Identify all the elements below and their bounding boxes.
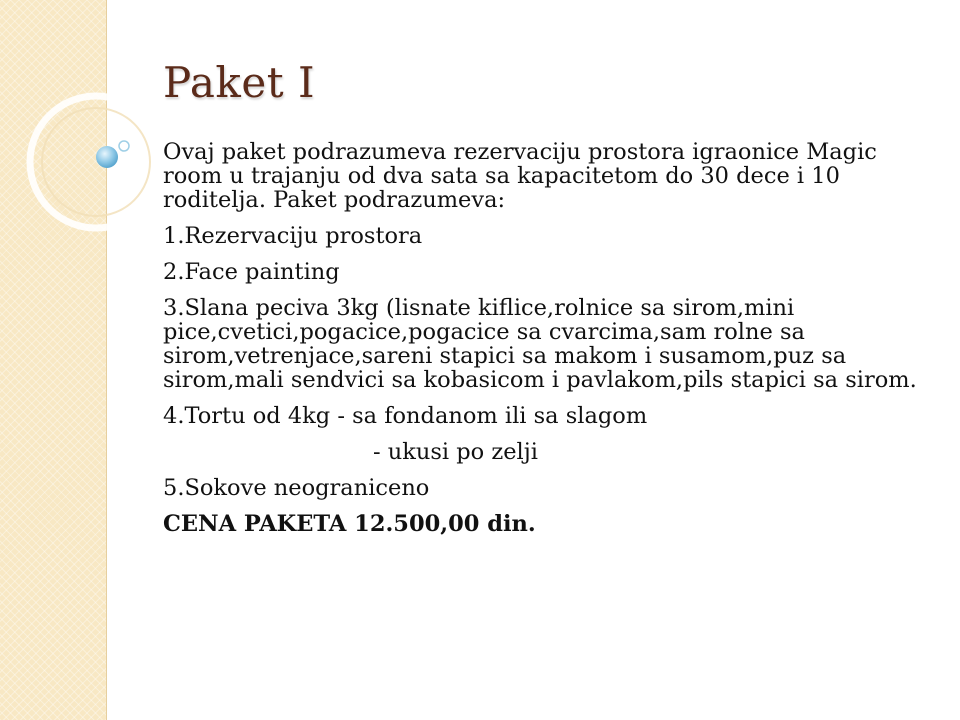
slide-title: Paket I xyxy=(163,58,316,107)
list-item-4-sub: - ukusi po zelji xyxy=(373,439,538,465)
slide-body xyxy=(163,140,923,548)
bullet-dot-icon xyxy=(96,146,118,168)
list-item-3: 3.Slana peciva 3kg (lisnate kiflice,rolnice sa sirom,mini pice,cvetici,pogacice,pogacice sa cvarcima,sam rolne sa sirom,vetrenjace,sareni stapici sa makom i susamom,puz sa sirom,mali sendvici sa kobasicom i pavlakom,pils stapici sa sirom. xyxy=(163,295,917,393)
list-item-2: 2.Face painting xyxy=(163,259,340,285)
intro-paragraph: Ovaj paket podrazumeva rezervaciju prostora igraonice Magic room u trajanju od dva sata sa kapacitetom do 30 dece i 10 roditelja. Paket podrazumeva: xyxy=(163,139,877,213)
list-item-1: 1.Rezervaciju prostora xyxy=(163,223,423,249)
list-item-5: 5.Sokove neograniceno xyxy=(163,475,430,501)
list-item-4: 4.Tortu od 4kg - sa fondanom ili sa slagom xyxy=(163,403,648,429)
package-price: CENA PAKETA 12.500,00 din. xyxy=(163,511,536,537)
